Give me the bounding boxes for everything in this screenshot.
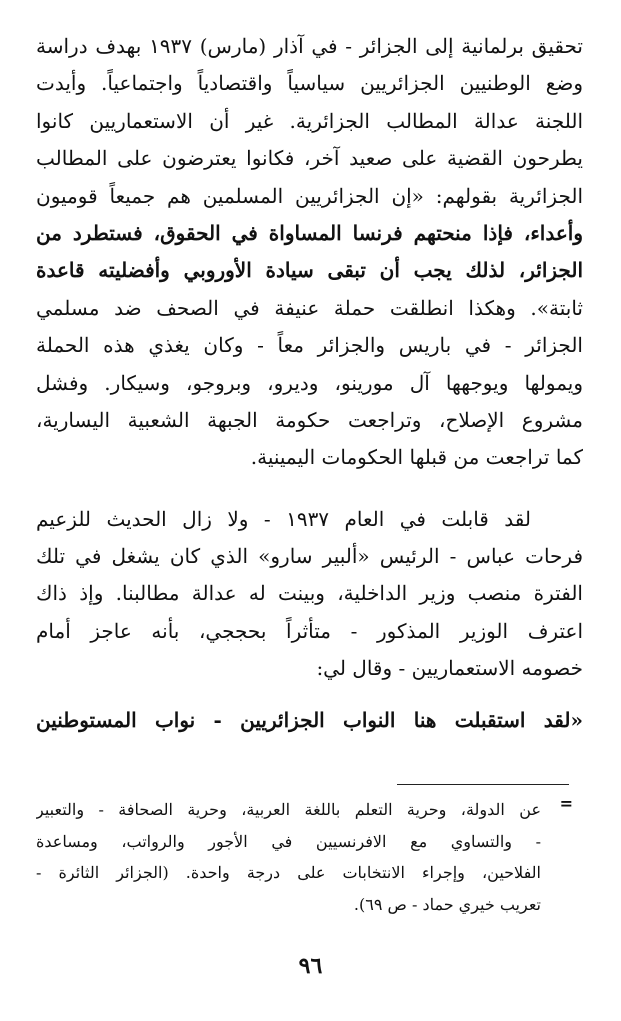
text-line: الفترة منصب وزير الداخلية، وبينت له عدالة مطالبنا. وإذ ذاك (36, 581, 583, 606)
text-line: يطرحون القضية على صعيد آخر، فكانوا يعترضون على المطالب (36, 146, 583, 171)
paragraph-2 (36, 501, 583, 688)
text-line: وضع الوطنيين الجزائريين سياسياً واقتصادياً واجتماعياً. وأيدت (36, 71, 583, 96)
text-line: فرحات عباس - الرئيس «ألبير سارو» الذي كان يشغل في تلك (36, 544, 583, 569)
text-line: ثابتة». وهكذا انطلقت حملة عنيفة في الصحف ضد مسلمي (36, 295, 583, 320)
text-line: الجزائر - في باريس والجزائر معاً - وكان يغذي هذه الحملة (36, 333, 583, 358)
footnote-line: - والتساوي مع الافرنسيين في الأجور والرواتب، ومساعدة (36, 831, 541, 851)
footnote (36, 794, 541, 920)
text-line: ويمولها ويوجهها آل مورينو، وديرو، وبروجو، وسيكار. وفشل (36, 370, 583, 395)
page-number: ٩٦ (298, 953, 323, 979)
text-line: الجزائر، لذلك يجب أن تبقى سيادة الأوروبي وأفضليته قاعدة (36, 258, 583, 283)
text-line: وأعداء، فإذا منحتهم فرنسا المساواة في الحقوق، فستطرد من (36, 220, 583, 245)
footnote-line: الفلاحين، وإجراء الانتخابات على درجة واحدة. (الجزائر الثائرة - (36, 863, 541, 882)
paragraph-1 (36, 28, 583, 477)
text-line: اللجنة عدالة المطالب الجزائرية. غير أن الاستعماريين كانوا (36, 108, 583, 133)
paragraph-3 (36, 702, 583, 739)
text-line: تحقيق برلمانية إلى الجزائر - في آذار (مارس) ١٩٣٧ بهدف دراسة (36, 34, 583, 58)
footnote-divider (397, 784, 569, 785)
footnote-continuation-marker: = (559, 794, 573, 813)
text-line: خصومه الاستعماريين - وقال لي: (316, 656, 583, 681)
text-line: لقد قابلت في العام ١٩٣٧ - ولا زال الحديث للزعيم (36, 506, 532, 531)
text-line: كما تراجعت من قبلها الحكومات اليمينية. (250, 445, 583, 470)
main-text (36, 28, 583, 739)
text-line: مشروع الإصلاح، وتراجعت حكومة الجبهة الشعبية اليسارية، (36, 407, 583, 432)
footnote-line: تعريب خيري حماد - ص ٦٩). (353, 894, 541, 914)
footnote-line: عن الدولة، وحرية التعلم باللغة العربية، وحرية الصحافة - والتعبير (36, 800, 541, 819)
text-line: الجزائرية بقولهم: «إن الجزائريين المسلمين هم جميعاً قوميون (36, 183, 583, 208)
text-line: اعترف الوزير المذكور - متأثراً بحججي، بأنه عاجز أمام (36, 618, 583, 643)
text-line: «لقد استقبلت هنا النواب الجزائريين - نواب المستوطنين (36, 707, 583, 732)
